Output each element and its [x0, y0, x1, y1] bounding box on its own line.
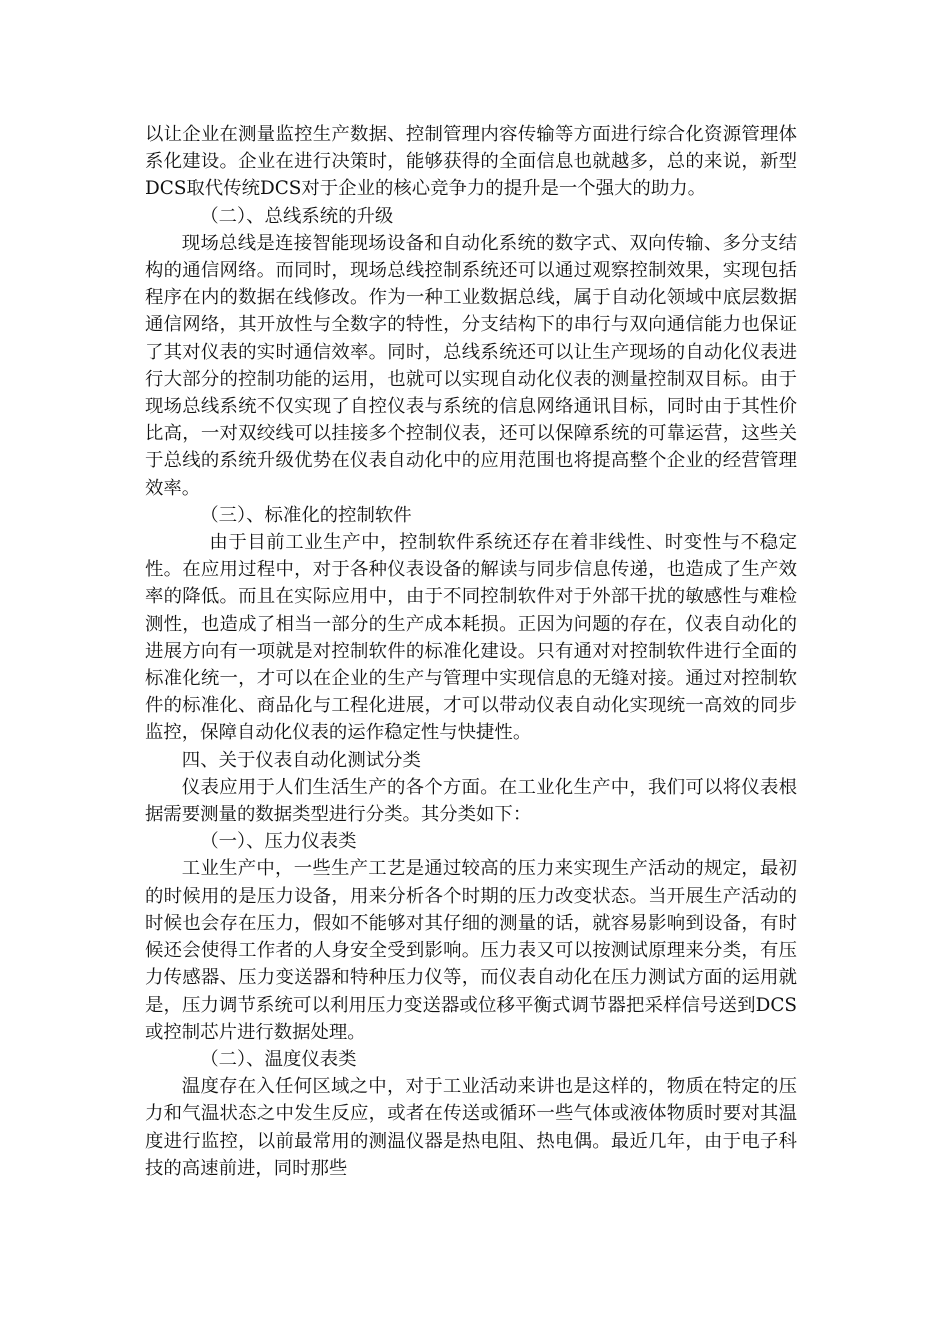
paragraph: 温度存在入任何区域之中，对于工业活动来讲也是这样的，物质在特定的压力和气温状态之中发生反应，或者在传送或循环一些气体或液体物质时要对其温度进行监控，以前最常用的测温仪器是热电阻、热电偶。最近几年，由于电子科技的高速前进，同时那些	[145, 1076, 797, 1179]
chapter-heading: 四、关于仪表自动化测试分类	[181, 749, 421, 771]
section-heading: （二）、温度仪表类	[200, 1048, 357, 1070]
paragraph: 由于目前工业生产中，控制软件系统还存在着非线性、时变性与不稳定性。在应用过程中，对于各种仪表设备的解读与同步信息传递，也造成了生产效率的降低。而且在实际应用中，由于不同控制软件对于外部干扰的敏感性与难检测性，也造成了相当一部分的生产成本耗损。正因为问题的存在，仪表自动化的进展方向有一项就是对控制软件的标准化建设。只有通对对控制软件进行全面的标准化统一，才可以在企业的生产与管理中实现信息的无缝对接。通过对控制软件的标准化、商品化与工程化进展，才可以带动仪表自动化实现统一高效的同步监控，保障自动化仪表的运作稳定性与快捷性。	[145, 532, 797, 744]
paragraph: 以让企业在测量监控生产数据、控制管理内容传输等方面进行综合化资源管理体系化建设。企业在进行决策时，能够获得的全面信息也就越多，总的来说，新型DCS取代传统DCS对于企业的核心竞争力的提升是一个强大的助力。	[145, 124, 797, 200]
paragraph: 现场总线是连接智能现场设备和自动化系统的数字式、双向传输、多分支结构的通信网络。而同时，现场总线控制系统还可以通过观察控制效果，实现包括程序在内的数据在线修改。作为一种工业数据总线，属于自动化领域中底层数据通信网络，其开放性与全数字的特性，分支结构下的串行与双向通信能力也保证了其对仪表的实时通信效率。同时，总线系统还可以让生产现场的自动化仪表进行大部分的控制功能的运用，也就可以实现自动化仪表的测量控制双目标。由于现场总线系统不仅实现了自控仪表与系统的信息网络通讯目标，同时由于其性价比高，一对双绞线可以挂接多个控制仪表，还可以保障系统的可靠运营，这些关于总线的系统升级优势在仪表自动化中的应用范围也将提高整个企业的经营管理效率。	[145, 232, 797, 499]
paragraph: 仪表应用于人们生活生产的各个方面。在工业化生产中，我们可以将仪表根据需要测量的数据类型进行分类。其分类如下：	[145, 776, 797, 826]
paragraph: 工业生产中，一些生产工艺是通过较高的压力来实现生产活动的规定，最初的时候用的是压力设备，用来分析各个时期的压力改变状态。当开展生产活动的时候也会存在压力，假如不能够对其仔细的测量的话，就容易影响到设备，有时候还会使得工作者的人身安全受到影响。压力表又可以按测试原理来分类，有压力传感器、压力变送器和特种压力仪等，而仪表自动化在压力测试方面的运用就是，压力调节系统可以利用压力变送器或位移平衡式调节器把采样信号送到DCS或控制芯片进行数据处理。	[145, 858, 797, 1043]
section-heading: （二）、总线系统的升级	[200, 205, 394, 227]
section-heading: （一）、压力仪表类	[200, 831, 357, 853]
document-page	[145, 121, 797, 1182]
section-heading: （三）、标准化的控制软件	[200, 504, 412, 526]
